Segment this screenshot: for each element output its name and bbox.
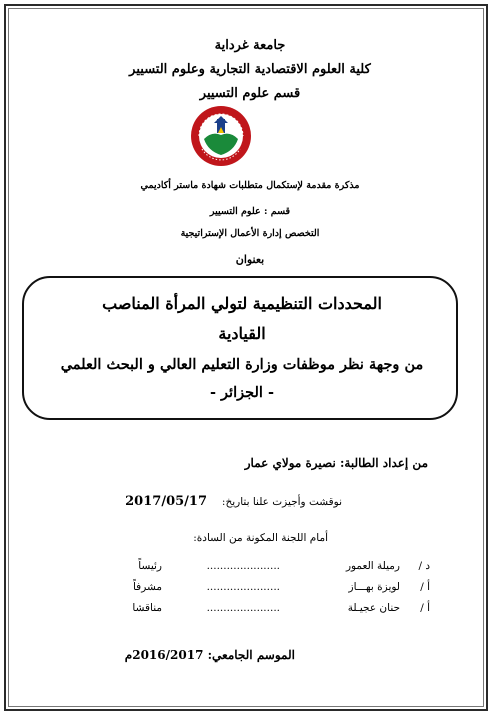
thesis-section: قسم : علوم التسيير [209, 206, 291, 217]
title-line-1: المحددات التنظيمية لتولي المرأة المناصب [102, 294, 382, 313]
university-seal-icon [190, 105, 252, 167]
student-line: من إعداد الطالبة: نصيرة مولاي عمار [244, 456, 428, 470]
title-label: بعنوان [235, 253, 265, 266]
member-role: مناقشا [132, 602, 162, 614]
member-title: أ / [420, 581, 430, 593]
department-name: قسم علوم التسيير [199, 86, 301, 101]
member-name: رميلة العمور [345, 560, 400, 572]
member-role: رئيساً [138, 560, 162, 572]
defense-label: نوقشت وأجيزت علنا بتاريخ: [221, 496, 342, 508]
member-title: أ / [420, 602, 430, 614]
member-dots: ...................... [206, 581, 280, 593]
committee-intro: أمام اللجنة المكونة من السادة: [193, 532, 328, 544]
title-line-4: - الجزائر - [209, 384, 274, 401]
university-name: جامعة غرداية [214, 38, 286, 53]
title-line-2: القيادية [218, 324, 266, 343]
defense-date: 2017/05/17 [125, 494, 207, 509]
thesis-specialty: التخصص إدارة الأعمال الإستراتيجية [180, 228, 320, 239]
member-title: د / [418, 560, 430, 572]
member-name: لويزة بهـــاز [348, 581, 400, 593]
member-role: مشرفاً [132, 581, 162, 593]
thesis-note: مذكرة مقدمة لإستكمال متطلبات شهادة ماستر أكاديمي [140, 180, 360, 191]
member-dots: ...................... [206, 560, 280, 572]
member-dots: ...................... [206, 602, 280, 614]
academic-year: الموسم الجامعي: 2016/2017م [124, 648, 295, 662]
faculty-name: كلية العلوم الاقتصادية التجارية وعلوم التسيير [129, 62, 371, 77]
title-box [22, 276, 458, 420]
title-line-3: من وجهة نظر موظفات وزارة التعليم العالي و البحث العلمي [60, 356, 424, 373]
member-name: حنان عجيـلة [347, 602, 400, 614]
